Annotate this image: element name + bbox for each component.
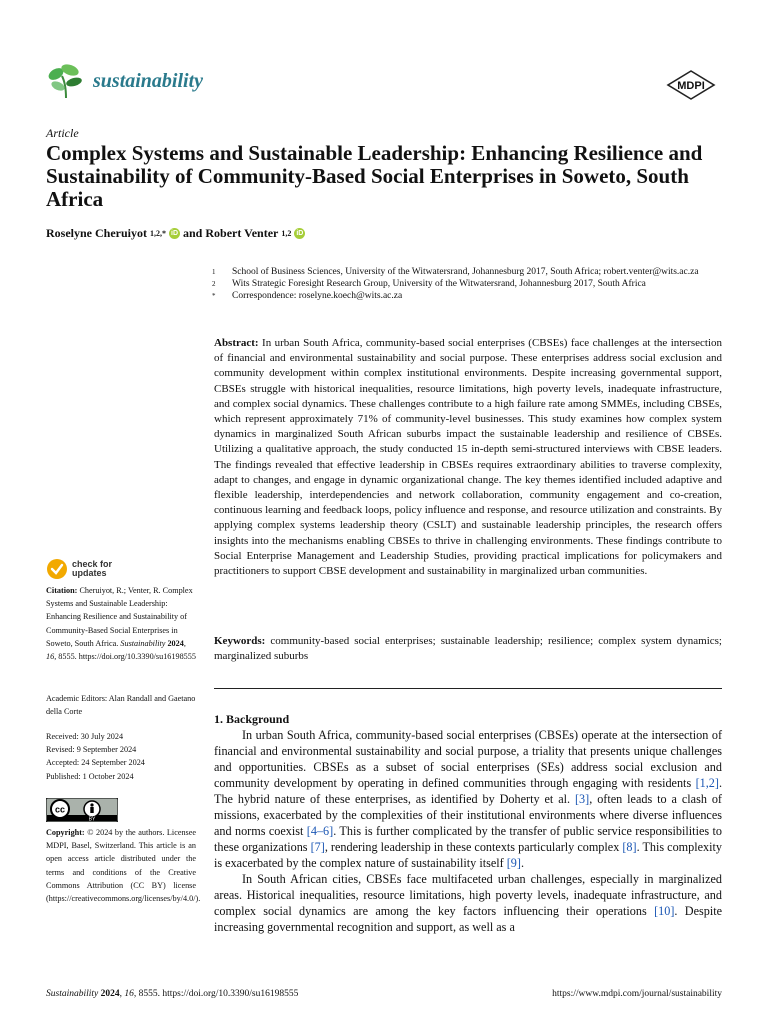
author-list (46, 226, 305, 241)
footer-journal: Sustainability (46, 989, 99, 999)
svg-text:cc: cc (54, 804, 66, 815)
author-affiliation-marker: 1,2,* (150, 229, 166, 238)
text-run: . This complexity is exacerbated by the complex nature of sustainability itself (214, 840, 722, 870)
section-divider (214, 688, 722, 689)
paragraph (214, 871, 722, 935)
citation-journal: Sustainability (120, 638, 166, 648)
citation-sep: , (183, 638, 186, 648)
article-title: Complex Systems and Sustainable Leadership: Enhancing Resilience and Sustainability of Community-Based Social Enterprises in Soweto, South Africa (46, 141, 703, 211)
mdpi-logo (666, 70, 716, 100)
affiliation-item (212, 278, 732, 290)
citation-link[interactable]: [9] (506, 856, 521, 870)
cc-by-license-icon[interactable] (46, 798, 118, 822)
correspondence-text: Correspondence: roselyne.koech@wits.ac.za (232, 291, 403, 301)
author-name[interactable]: Roselyne Cheruiyot (46, 226, 147, 240)
text-run: . Despite increasing governmental recognition and support, as well as a (214, 904, 722, 934)
footer-citation: Sustainability 2024, 16, 8555. https://doi.org/10.3390/su16198555 (46, 989, 299, 999)
citation-link[interactable]: [4–6] (306, 824, 334, 838)
text-run: In South African cities, CBSEs face multifaceted urban challenges, especially in marginalized areas. Historical inequalities, resource limitations, high poverty levels, inadequate infrastructure, and complex social dynamics are among the key factors influencing their operations (214, 872, 722, 918)
citation-link[interactable]: [8] (622, 840, 637, 854)
citation-link[interactable]: [1,2] (695, 776, 719, 790)
copyright-label: Copyright: (46, 828, 85, 837)
section-body (214, 727, 722, 935)
abstract-text: In urban South Africa, community-based social enterprises (CBSEs) face challenges at the intersection of financial and environmental sustainability and social purpose. These enterprises address social exclusion and community development within complex institutional environments. Despite increasing governmental support, CBSEs struggle with historical inequalities, resource limitations, high poverty levels, inadequate infrastructure, and complex social dynamics. These challenges contribute to a high failure rate among SMMEs, including CBSEs, which represent approximately 71% of community-level businesses. This study examines how complex system dynamics in marginalized South African suburbs impact the sustainable leadership and resilience of CBSEs. Utilizing a qualitative approach, the study conducted 15 in-depth semi-structured interviews with CBSE leaders. The findings revealed that effective leadership in CBSEs requires extraordinary abilities to traverse complexity, adapt to changes, and engage in dynamic organizational change. The key themes identified included adaptive and flexible leadership, interdependencies and network collaboration, community engagement and co-creation, continuous learning and feedback loops, policy influence and response, and resource utilization and constraints. By applying complex systems leadership theory (CSLT) and sustainable leadership principles, the research offers insights into the mechanisms enabling CBSEs to thrive in challenging environments. These findings contribute to Social Enterprise Management and Leadership Studies, providing practical implications for policymakers and practitioners to support CBSE development and sustainability in marginalized urban communities. (214, 337, 723, 578)
footer-journal-url[interactable]: https://www.mdpi.com/journal/sustainability (552, 989, 722, 999)
footer-volume: 16 (124, 989, 134, 999)
check-for-updates-badge[interactable] (46, 558, 112, 580)
text-run: In urban South Africa, community-based social enterprises (CBSEs) operate at the intersection of financial and environmental sustainability and social purpose, a triality that presents unique challenges and opportunities. CBSEs as a subset of social enterprises (SEs) address social exclusion and community development by operating in defined communities through engaging with residents (214, 728, 722, 790)
affiliation-text: School of Business Sciences, University of the Witwatersrand, Johannesburg 2017, South Africa; robert.venter@wits.ac.za (232, 267, 699, 277)
citation-link[interactable]: [10] (654, 904, 675, 918)
footer-year: 2024 (100, 989, 120, 999)
footer-doi[interactable]: , 8555. https://doi.org/10.3390/su16198555 (133, 989, 299, 999)
svg-text:BY: BY (88, 816, 96, 822)
journal-name: sustainability (93, 70, 204, 92)
author-conjunction: and (183, 226, 203, 240)
citation-volume: 16 (46, 652, 55, 662)
author-name[interactable]: Robert Venter (205, 226, 279, 240)
affiliations (212, 266, 732, 302)
publisher-text: MDPI (677, 80, 705, 92)
affiliation-item (212, 290, 732, 302)
citation-link[interactable]: [3] (575, 792, 590, 806)
check-updates-line: check for (72, 559, 113, 569)
abstract (214, 336, 722, 579)
academic-editors: Academic Editors: Alan Randall and Gaetano della Corte (46, 694, 196, 717)
check-updates-icon (46, 558, 68, 580)
received-date: Received: 30 July 2024 (46, 732, 124, 741)
section-heading: 1. Background (214, 712, 290, 726)
sustainability-logo-icon (46, 60, 86, 100)
affiliation-mark: 2 (212, 280, 216, 288)
affiliation-mark: * (212, 292, 216, 300)
abstract-label: Abstract: (214, 337, 259, 349)
affiliation-text: Wits Strategic Foresight Research Group, University of the Witwatersrand, Johannesburg 2017, South Africa (232, 279, 646, 289)
paragraph (214, 727, 722, 871)
revised-date: Revised: 9 September 2024 (46, 745, 137, 755)
affiliation-item (212, 266, 732, 278)
citation-block (46, 584, 196, 663)
check-updates-line: updates (72, 568, 107, 578)
published-date: Published: 1 October 2024 (46, 771, 134, 781)
text-run: . The hybrid nature of these enterprises, as identified by Doherty et al. (214, 776, 722, 806)
affiliation-mark: 1 (212, 268, 216, 276)
text-run: , often leads to a clash of missions, exacerbated by the complexities of their institutional environments where diverse influences and norms coexist (214, 792, 722, 838)
keywords-text: community-based social enterprises; sustainable leadership; resilience; complex system dynamics; marginalized suburbs (214, 635, 722, 663)
text-run: . (520, 856, 525, 870)
copyright-notice (46, 826, 201, 905)
article-type: Article (46, 126, 79, 140)
citation-link[interactable]: [7] (310, 840, 325, 854)
text-run: . This is further complicated by the transfer of public service responsibilities to these organizations (214, 824, 722, 854)
accepted-date: Accepted: 24 September 2024 (46, 758, 145, 768)
keywords (214, 634, 722, 664)
text-run: , rendering leadership in these contexts particularly complex (324, 840, 623, 854)
orcid-icon[interactable]: iD (296, 230, 304, 237)
author-affiliation-marker: 1,2 (281, 229, 292, 238)
keywords-label: Keywords: (214, 635, 266, 647)
citation-doi[interactable]: , 8555. https://doi.org/10.3390/su16198555 (54, 652, 196, 662)
citation-text: Cheruiyot, R.; Venter, R. Complex Systems and Sustainable Leadership: Enhancing Resilience and Sustainability of Community-Based Social Enterprises in Soweto, South Africa. (46, 586, 193, 648)
copyright-text: © 2024 by the authors. Licensee MDPI, Basel, Switzerland. This article is an open access article distributed under the terms and conditions of the Creative Commons Attribution (CC BY) license (https://creativecommons.org/licenses/by/4.0/). (46, 828, 201, 904)
check-updates-label (72, 560, 112, 578)
citation-label: Citation: (46, 586, 78, 595)
citation-year: 2024 (167, 638, 184, 648)
publication-dates (46, 730, 196, 783)
orcid-icon[interactable]: iD (171, 230, 178, 237)
